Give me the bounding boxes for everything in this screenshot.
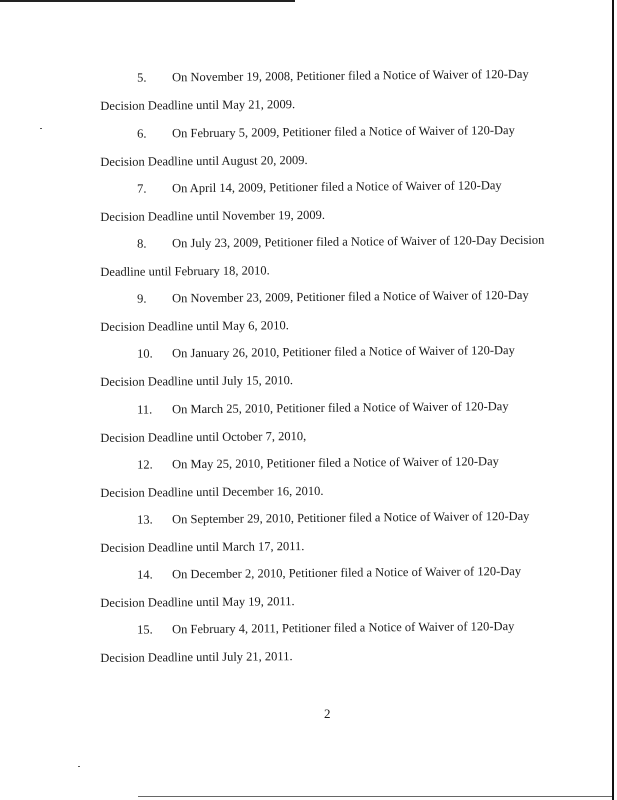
page-number: 2 (324, 706, 331, 721)
paragraph-9 (100, 289, 540, 333)
paragraph-text: On December 2, 2010, Petitioner filed a Notice of Waiver of 120-Day (171, 563, 522, 582)
paragraph-text: On September 29, 2010, Petitioner filed a Notice of Waiver of 120-Day (171, 508, 530, 527)
paragraph-first-line (100, 124, 540, 141)
paragraph-first-line (100, 400, 540, 417)
paragraph-text: On May 25, 2010, Petitioner filed a Notice of Waiver of 120-Day (171, 454, 499, 472)
scan-speck (40, 128, 42, 129)
paragraph-first-line (100, 68, 540, 85)
paragraph-first-line (100, 179, 540, 196)
paragraph-13 (100, 510, 540, 554)
paragraph-8 (100, 232, 545, 279)
paragraph-number: 9. (136, 291, 147, 306)
paragraph-text: On February 4, 2011, Petitioner filed a Notice of Waiver of 120-Day (171, 619, 515, 637)
paragraph-continuation: Decision Deadline until July 21, 2011. (100, 648, 293, 665)
paragraph-number: 15. (136, 622, 153, 637)
paragraph-continuation: Decision Deadline until August 20, 2009. (100, 152, 308, 169)
paragraph-number: 13. (136, 512, 153, 527)
paragraph-text: On April 14, 2009, Petitioner filed a Notice of Waiver of 120-Day (171, 178, 502, 196)
paragraph-15 (100, 620, 540, 664)
paragraph-number: 8. (136, 236, 147, 251)
paragraph-12 (100, 455, 540, 499)
paragraph-continuation: Decision Deadline until May 6, 2010. (100, 317, 289, 334)
paragraph-continuation: Decision Deadline until July 15, 2010. (100, 372, 294, 389)
paragraph-number: 11. (136, 402, 153, 417)
paragraph-continuation: Deadline until February 18, 2010. (100, 262, 270, 279)
paragraph-number: 10. (136, 346, 153, 361)
paragraph-10 (100, 344, 540, 388)
paragraph-first-line (100, 565, 540, 582)
paragraph-14 (100, 565, 540, 609)
scan-edge-right (612, 0, 614, 800)
paragraph-text: On March 25, 2010, Petitioner filed a Notice of Waiver of 120-Day (171, 399, 509, 417)
paragraph-11 (100, 400, 540, 444)
paragraph-text: On November 19, 2008, Petitioner filed a Notice of Waiver of 120-Day (171, 66, 529, 85)
paragraph-number: 6. (136, 126, 147, 141)
paragraph-first-line (100, 620, 540, 637)
paragraph-first-line (100, 289, 540, 306)
paragraph-first-line (100, 510, 540, 527)
paragraph-text: On November 23, 2009, Petitioner filed a Notice of Waiver of 120-Day (171, 287, 529, 306)
scan-speck (78, 766, 80, 767)
paragraph-continuation: Decision Deadline until May 19, 2011. (100, 593, 295, 610)
paragraph-number: 7. (136, 181, 147, 196)
scan-edge-bottom (138, 796, 612, 797)
paragraph-continuation: Decision Deadline until December 16, 2010. (100, 483, 324, 500)
paragraph-text: On July 23, 2009, Petitioner filed a Notice of Waiver of 120-Day Decision (171, 232, 545, 251)
paragraph-number: 14. (136, 567, 153, 582)
paragraph-continuation: Decision Deadline until November 19, 2009. (100, 207, 325, 224)
paragraph-6 (100, 124, 540, 168)
paragraph-number: 12. (136, 457, 153, 472)
scan-edge-top (0, 0, 295, 2)
paragraph-first-line (100, 455, 540, 472)
paragraph-first-line (100, 344, 540, 361)
paragraph-text: On February 5, 2009, Petitioner filed a Notice of Waiver of 120-Day (171, 123, 515, 141)
paragraph-first-line (100, 232, 545, 251)
paragraph-continuation: Decision Deadline until May 21, 2009. (100, 96, 296, 113)
paragraph-number: 5. (136, 70, 147, 85)
paragraph-continuation: Decision Deadline until March 17, 2011. (100, 538, 305, 555)
paragraph-continuation: Decision Deadline until October 7, 2010, (100, 428, 307, 445)
paragraph-5 (100, 68, 540, 112)
paragraph-text: On January 26, 2010, Petitioner filed a Notice of Waiver of 120-Day (171, 343, 515, 361)
paragraph-7 (100, 179, 540, 223)
